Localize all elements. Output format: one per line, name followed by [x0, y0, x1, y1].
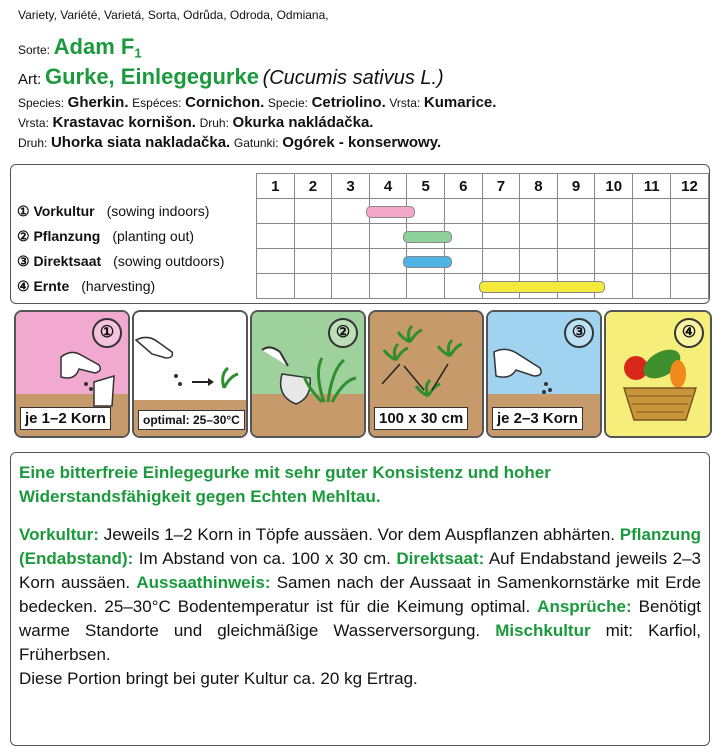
art-row	[18, 64, 444, 90]
panel-5-tag: je 2–3 Korn	[492, 407, 583, 430]
calendar-row	[17, 224, 709, 249]
calendar-cell	[671, 199, 709, 224]
panel-direktsaat	[486, 310, 602, 438]
calendar-bar	[479, 281, 605, 293]
panel-spacing	[368, 310, 484, 438]
step-2-number: ②	[328, 318, 358, 348]
calendar-cell	[407, 249, 445, 274]
calendar-cell	[369, 249, 407, 274]
pflanzung-text: Im Abstand von ca. 100 x 30 cm.	[133, 549, 397, 568]
calendar-cell	[482, 224, 520, 249]
month-5: 5	[407, 174, 445, 199]
vorkultur-text: Jeweils 1–2 Korn in Töpfe aussäen. Vor dem Auspflanzen abhärten.	[98, 525, 616, 544]
month-2: 2	[294, 174, 332, 199]
calendar-row-paren: (harvesting)	[81, 277, 156, 294]
info-box	[10, 452, 710, 746]
calendar-cell	[520, 224, 558, 249]
calendar-bar	[403, 256, 452, 268]
calendar-cell	[294, 249, 332, 274]
sorte-row	[18, 34, 142, 61]
month-10: 10	[595, 174, 633, 199]
calendar-cell	[482, 249, 520, 274]
panel-optimal-temp	[132, 310, 248, 438]
step-4-number: ④	[674, 318, 704, 348]
month-7: 7	[482, 174, 520, 199]
month-6: 6	[444, 174, 482, 199]
calendar-row	[17, 249, 709, 274]
calendar-cell	[294, 199, 332, 224]
calendar-row-label: ② Pflanzung	[17, 227, 101, 244]
anspruche-text: Benötigt warme Standorte und gleichmäßige Wasserversorgung.	[19, 597, 702, 640]
calendar-cell	[294, 274, 332, 299]
calendar-row-paren: (sowing indoors)	[106, 202, 210, 219]
calendar-cell	[557, 224, 595, 249]
calendar-cell	[332, 274, 370, 299]
panel-1-tag: je 1–2 Korn	[20, 407, 111, 430]
info-body	[19, 523, 701, 691]
calendar-cell	[595, 224, 633, 249]
calendar-cell	[557, 249, 595, 274]
calendar-row-label: ④ Ernte	[17, 277, 70, 294]
calendar-table	[17, 173, 709, 299]
calendar-cell	[332, 224, 370, 249]
step-3-number: ③	[564, 318, 594, 348]
calendar-row	[17, 199, 709, 224]
month-9: 9	[557, 174, 595, 199]
month-1: 1	[257, 174, 295, 199]
species-line-2: Vrsta: Krastavac kornišon. Druh: Okurka nakládačka.	[18, 114, 374, 131]
panel-2-tag: optimal: 25–30°C	[138, 410, 245, 430]
calendar-cell	[257, 224, 295, 249]
calendar-cell	[633, 199, 671, 224]
calendar-cell	[332, 199, 370, 224]
species-line-1: Species: Gherkin. Espéces: Cornichon. Specie: Cetriolino. Vrsta: Kumarice.	[18, 94, 497, 111]
calendar-row-paren: (planting out)	[112, 227, 195, 244]
calendar-cell	[633, 224, 671, 249]
month-3: 3	[332, 174, 370, 199]
anspruche-label: Ansprüche:	[537, 597, 632, 616]
info-headline: Eine bitterfreie Einlegegurke mit sehr guter Konsistenz und hoher Widerstandsfähigkeit gegen Echten Mehltau.	[19, 463, 551, 506]
calendar-cell	[369, 199, 407, 224]
calendar-row-paren: (sowing outdoors)	[113, 252, 225, 269]
calendar-cell	[332, 249, 370, 274]
direktsaat-label: Direktsaat:	[396, 549, 485, 568]
calendar-cell	[557, 199, 595, 224]
calendar-cell	[482, 199, 520, 224]
month-8: 8	[520, 174, 558, 199]
illustration-panels	[14, 310, 712, 436]
art-scientific: (Cucumis sativus L.)	[262, 67, 444, 89]
aussaat-text: Samen nach der Aussaat in Samenkornstärke mit Erde bedecken. 25–30°C Bodentemperatur ist für die Keimung optimal.	[19, 573, 701, 616]
sowing-calendar	[10, 164, 710, 304]
calendar-cell	[520, 199, 558, 224]
month-11: 11	[633, 174, 671, 199]
calendar-cell	[294, 224, 332, 249]
mischkultur-label: Mischkultur	[495, 621, 591, 640]
step-1-number: ①	[92, 318, 122, 348]
calendar-bar	[403, 231, 452, 243]
calendar-cell	[633, 274, 671, 299]
art-label: Art:	[18, 71, 42, 88]
calendar-row-label: ① Vorkultur	[17, 202, 95, 219]
calendar-cell	[671, 274, 709, 299]
panel-4-tag: 100 x 30 cm	[374, 407, 468, 430]
panel-ernte	[604, 310, 712, 438]
calendar-cell	[257, 249, 295, 274]
sorte-sub: 1	[134, 45, 142, 61]
calendar-cell	[633, 249, 671, 274]
art-value: Gurke, Einlegegurke	[44, 64, 259, 89]
vorkultur-label: Vorkultur:	[19, 525, 99, 544]
calendar-row-label: ③ Direktsaat	[17, 252, 102, 269]
month-header-row	[17, 174, 709, 199]
variety-line: Variety, Variété, Varietá, Sorta, Odrůda, Odroda, Odmiana,	[18, 8, 329, 22]
pflanzung-label: Pflanzung (Endabstand):	[19, 525, 701, 568]
mischkultur-text: mit: Karfiol, Früherbsen.	[19, 621, 701, 664]
calendar-cell	[369, 224, 407, 249]
calendar-bar	[366, 206, 415, 218]
species-line-3: Druh: Uhorka siata nakladačka. Gatunki: Ogórek - konserwowy.	[18, 134, 442, 151]
calendar-cell	[444, 199, 482, 224]
calendar-cell	[595, 199, 633, 224]
calendar-cell	[595, 249, 633, 274]
calendar-cell	[369, 274, 407, 299]
month-12: 12	[671, 174, 709, 199]
sorte-label: Sorte:	[18, 43, 51, 57]
calendar-cell	[257, 199, 295, 224]
calendar-cell	[407, 274, 445, 299]
calendar-cell	[520, 249, 558, 274]
panel-pflanzung	[250, 310, 366, 438]
calendar-cell	[671, 224, 709, 249]
aussaat-label: Aussaathinweis:	[136, 573, 271, 592]
month-4: 4	[369, 174, 407, 199]
calendar-cell	[482, 274, 520, 299]
portion-text: Diese Portion bringt bei guter Kultur ca. 20 kg Ertrag.	[19, 669, 418, 688]
calendar-cell	[407, 224, 445, 249]
sorte-value: Adam F	[53, 34, 135, 59]
calendar-cell	[257, 274, 295, 299]
panel-vorkultur	[14, 310, 130, 438]
calendar-cell	[444, 274, 482, 299]
calendar-cell	[671, 249, 709, 274]
calendar-row	[17, 274, 709, 299]
direktsaat-text: Auf Endabstand jeweils 2–3 Korn aussäen.	[19, 549, 701, 592]
